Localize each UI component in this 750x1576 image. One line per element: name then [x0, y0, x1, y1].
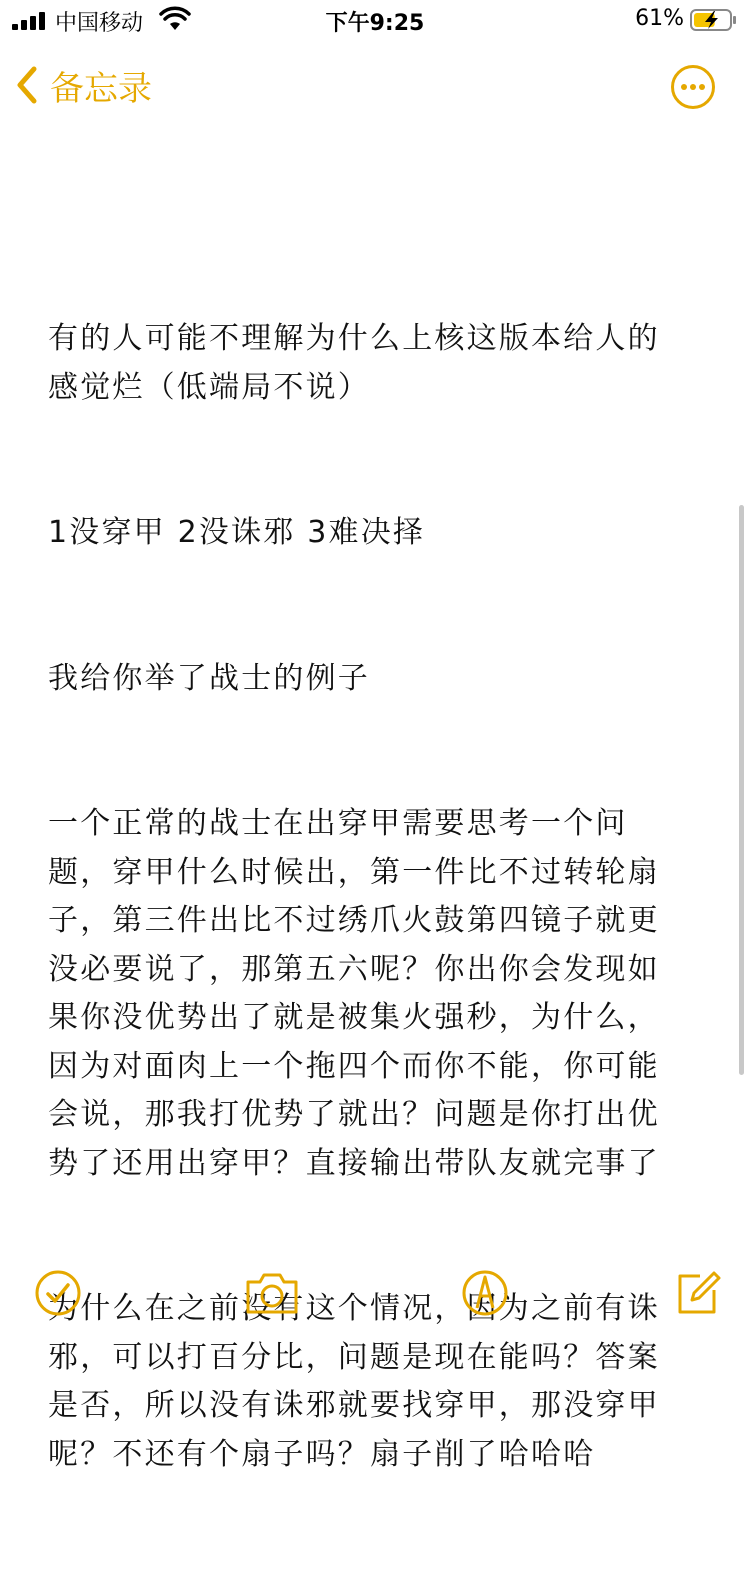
camera-icon[interactable]: [244, 1268, 300, 1318]
back-button[interactable]: [14, 60, 152, 110]
more-options-icon[interactable]: [670, 64, 716, 110]
scroll-indicator[interactable]: [739, 505, 744, 1075]
note-line: 我给你举了战士的例子: [48, 660, 370, 696]
note-body[interactable]: [48, 218, 688, 1576]
clock: 下午9:25: [325, 11, 425, 36]
note-line: 为什么在之前没有这个情况，因为之前有诛邪，可以打百分比，问题是现在能吗？答案是否，所以没有诛邪就要找穿甲，那没穿甲呢？不还有个扇子吗？扇子削了哈哈哈: [48, 1291, 660, 1472]
markup-pen-icon[interactable]: [460, 1268, 510, 1318]
chevron-left-icon: [14, 65, 40, 105]
battery-charging-icon: [690, 8, 738, 32]
battery-percent: 61%: [635, 6, 684, 31]
checklist-icon[interactable]: [33, 1268, 83, 1318]
back-label: 备忘录: [50, 68, 152, 109]
note-line: 有的人可能不理解为什么上核这版本给人的感觉烂（低端局不说）: [48, 321, 660, 405]
status-bar: [0, 0, 750, 40]
note-line: 1没穿甲 2没诛邪 3难决择: [48, 515, 426, 550]
compose-icon[interactable]: [672, 1268, 722, 1318]
note-line: 一个正常的战士在出穿甲需要思考一个问题，穿甲什么时候出，第一件比不过转轮扇子，第三件出比不过绣爪火鼓第四镜子就更没必要说了，那第五六呢？你出你会发现如果你没优势出了就是被集火强秒，为什么，因为对面肉上一个拖四个而你不能，你可能会说，那我打优势了就出？问题是你打出优势了还用出穿甲？直接输出带队友就完事了: [48, 806, 660, 1181]
bottom-toolbar: [0, 1262, 750, 1322]
navigation-bar: [0, 50, 750, 120]
carrier-name: 中国移动: [55, 11, 144, 36]
